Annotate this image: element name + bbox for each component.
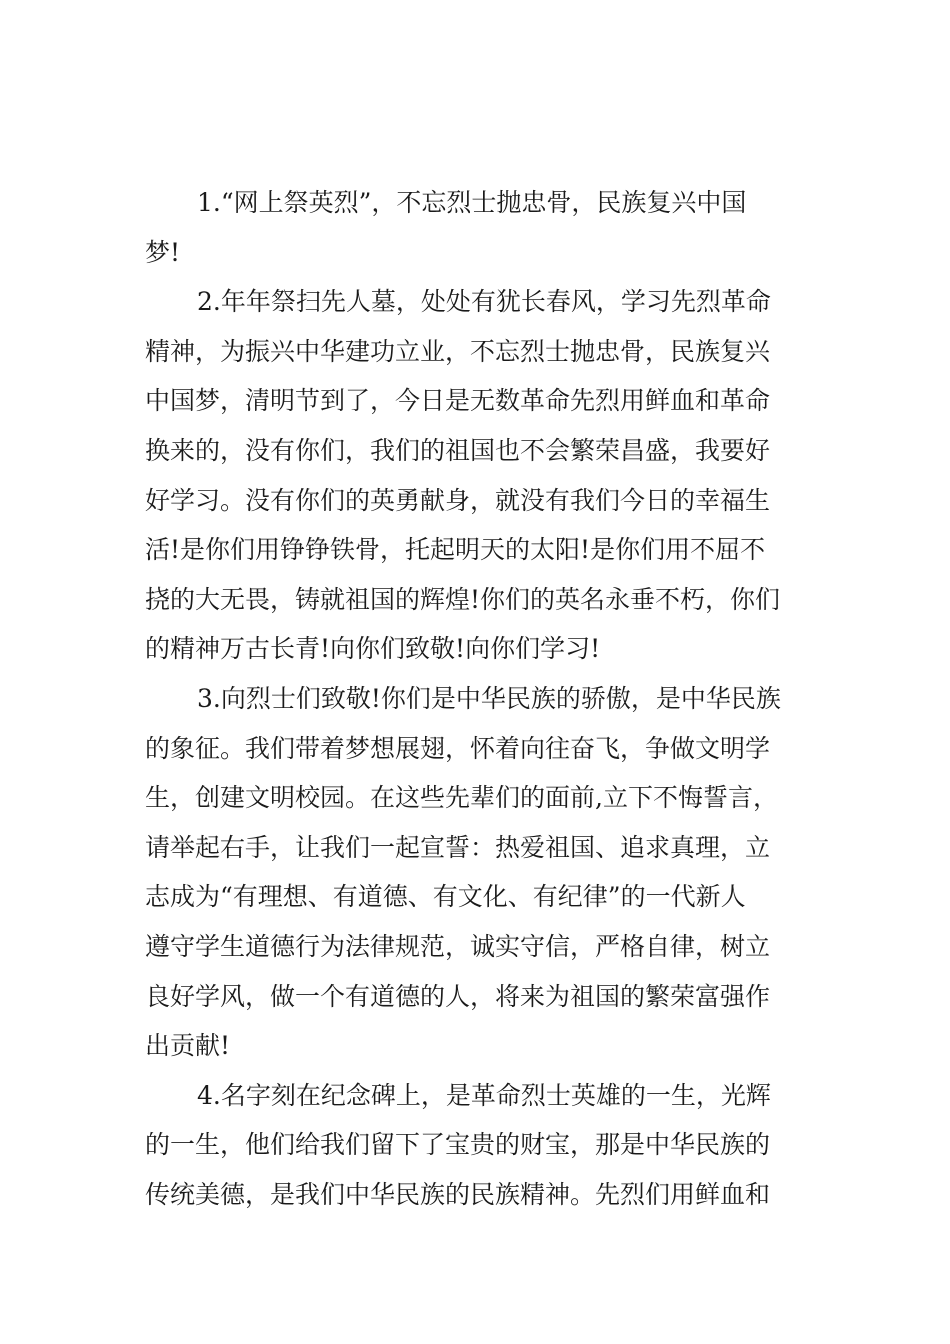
paragraph-3 (145, 674, 807, 1071)
paragraph-2 (145, 277, 807, 674)
text-line: 的象征。我们带着梦想展翅，怀着向往奋飞，争做文明学 (145, 733, 771, 763)
text-line: 4.名字刻在纪念碑上，是革命烈士英雄的一生，光辉 (197, 1080, 771, 1110)
text-line: 遵守学生道德行为法律规范，诚实守信，严格自律，树立 (145, 931, 771, 961)
text-line: 生，创建文明校园。在这些先辈们的面前,立下不悔誓言， (145, 783, 778, 813)
text-line: 出贡献! (145, 1031, 231, 1061)
text-line: 挠的大无畏，铸就祖国的辉煌!你们的英名永垂不朽，你们 (145, 584, 781, 614)
text-line: 2.年年祭扫先人墓，处处有犹长春风，学习先烈革命 (197, 287, 771, 317)
paragraph-1 (145, 178, 807, 277)
text-line: 换来的，没有你们，我们的祖国也不会繁荣昌盛，我要好 (145, 435, 771, 465)
text-line: 1.“网上祭英烈”，不忘烈士抛忠骨，民族复兴中国 (197, 188, 747, 217)
text-line: 梦! (145, 237, 181, 267)
text-line: 中国梦，清明节到了，今日是无数革命先烈用鲜血和革命 (145, 386, 771, 416)
text-line: 好学习。没有你们的英勇献身，就没有我们今日的幸福生 (145, 485, 771, 515)
text-line: 传统美德，是我们中华民族的民族精神。先烈们用鲜血和 (145, 1179, 771, 1209)
text-line: 活!是你们用铮铮铁骨，托起明天的太阳!是你们用不屈不 (145, 535, 766, 565)
text-line: 的一生，他们给我们留下了宝贵的财宝，那是中华民族的 (145, 1130, 771, 1160)
text-line: 精神，为振兴中华建功立业，不忘烈士抛忠骨，民族复兴 (145, 336, 771, 366)
text-line: 3.向烈士们致敬!你们是中华民族的骄傲，是中华民族 (197, 683, 781, 713)
text-line: 请举起右手，让我们一起宣誓：热爱祖国、追求真理，立 (145, 832, 771, 862)
text-line: 的精神万古长青!向你们致敬!向你们学习! (145, 634, 601, 664)
text-line: 良好学风，做一个有道德的人，将来为祖国的繁荣富强作 (145, 981, 771, 1011)
text-line: 志成为“有理想、有道德、有文化、有纪律”的一代新人 (145, 882, 746, 912)
paragraph-4 (145, 1071, 807, 1220)
document-body (145, 178, 807, 1219)
